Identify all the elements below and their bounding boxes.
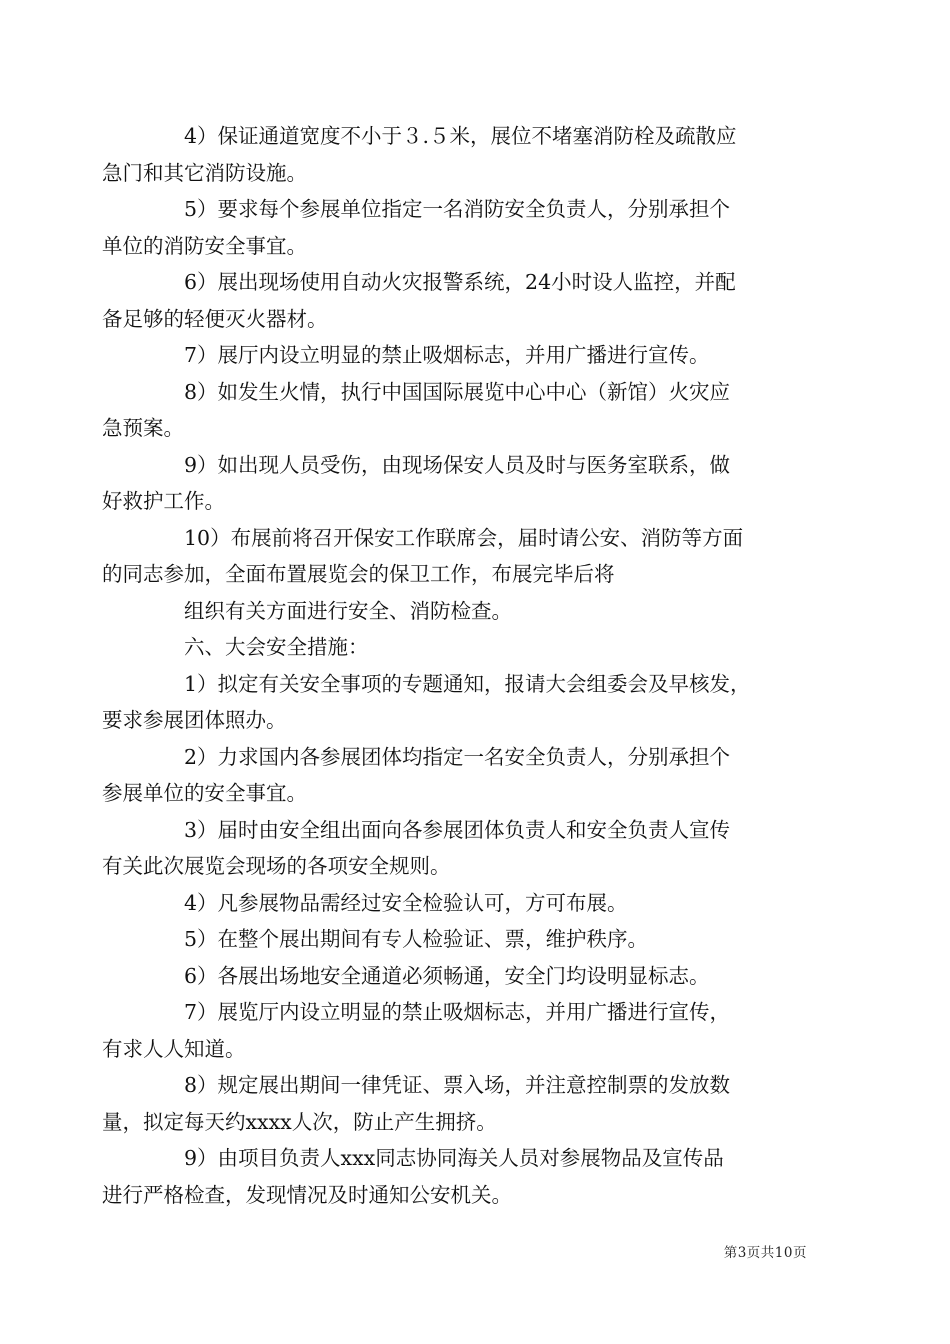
paragraph-line: 6）展出现场使用自动火灾报警系统，24小时设人监控，并配 [184,270,736,294]
paragraph-line: 5）在整个展出期间有专人检验证、票，维护秩序。 [184,927,649,951]
paragraph-line: 单位的消防安全事宜。 [102,233,307,258]
paragraph-line: 8）如发生火情，执行中国国际展览中心中心（新馆）火灾应 [184,379,731,404]
paragraph-line: 进行严格检查，发现情况及时通知公安机关。 [102,1182,512,1207]
paragraph-line: 4）凡参展物品需经过安全检验认可，方可布展。 [184,890,628,915]
paragraph-line: 备足够的轻便灭火器材。 [102,306,328,331]
paragraph-line: 3）届时由安全组出面向各参展团体负责人和安全负责人宣传 [184,817,731,842]
paragraph-line: 5）要求每个参展单位指定一名消防安全负责人，分别承担个 [184,197,731,221]
paragraph-line: 1）拟定有关安全事项的专题通知，报请大会组委会及早核发， [184,671,751,696]
paragraph-line: 有求人人知道。 [102,1036,246,1061]
paragraph [143,629,813,666]
paragraph [102,1067,813,1140]
paragraph [143,921,813,958]
paragraph-line: 六、大会安全措施： [184,635,369,659]
paragraph [143,958,813,995]
paragraph-line: 的同志参加，全面布置展览会的保卫工作，布展完毕后将 [102,562,615,586]
paragraph-line: 9）如出现人员受伤，由现场保安人员及时与医务室联系，做 [184,452,731,477]
paragraph [102,374,813,447]
paragraph-line: 要求参展团体照办。 [102,708,287,732]
paragraph [143,337,813,374]
paragraph-line: 4）保证通道宽度不小于３.５米，展位不堵塞消防栓及疏散应 [184,124,737,148]
paragraph [102,447,813,520]
paragraph-line: 9）由项目负责人xxx同志协同海关人员对参展物品及宣传品 [184,1146,724,1170]
paragraph [102,666,813,739]
paragraph [102,1140,813,1213]
paragraph-line: 组织有关方面进行安全、消防检查。 [184,598,512,623]
document-body [102,118,813,1213]
paragraph-line: 量，拟定每天约xxxx人次，防止产生拥挤。 [102,1109,497,1134]
paragraph-line: 急预案。 [102,416,184,440]
paragraph [143,593,813,630]
paragraph [102,118,813,191]
paragraph [102,264,813,337]
paragraph [143,885,813,922]
paragraph [102,520,813,593]
paragraph-line: 有关此次展览会现场的各项安全规则。 [102,854,451,878]
paragraph-line: 10）布展前将召开保安工作联席会，届时请公安、消防等方面 [184,525,744,550]
paragraph-line: 6）各展出场地安全通道必须畅通，安全门均设明显标志。 [184,963,710,988]
paragraph-line: 8）规定展出期间一律凭证、票入场，并注意控制票的发放数 [184,1073,731,1097]
paragraph [102,191,813,264]
paragraph-line: 急门和其它消防设施。 [102,160,307,185]
paragraph-line: 7）展览厅内设立明显的禁止吸烟标志，并用广播进行宣传， [184,1000,731,1024]
paragraph-line: 2）力求国内各参展团体均指定一名安全负责人，分别承担个 [184,744,731,769]
paragraph-line: 好救护工作。 [102,489,225,513]
paragraph-line: 7）展厅内设立明显的禁止吸烟标志，并用广播进行宣传。 [184,343,710,367]
page-number: 第3页共10页 [723,1245,807,1261]
paragraph [102,812,813,885]
paragraph [102,739,813,812]
paragraph [102,994,813,1067]
paragraph-line: 参展单位的安全事宜。 [102,781,307,805]
